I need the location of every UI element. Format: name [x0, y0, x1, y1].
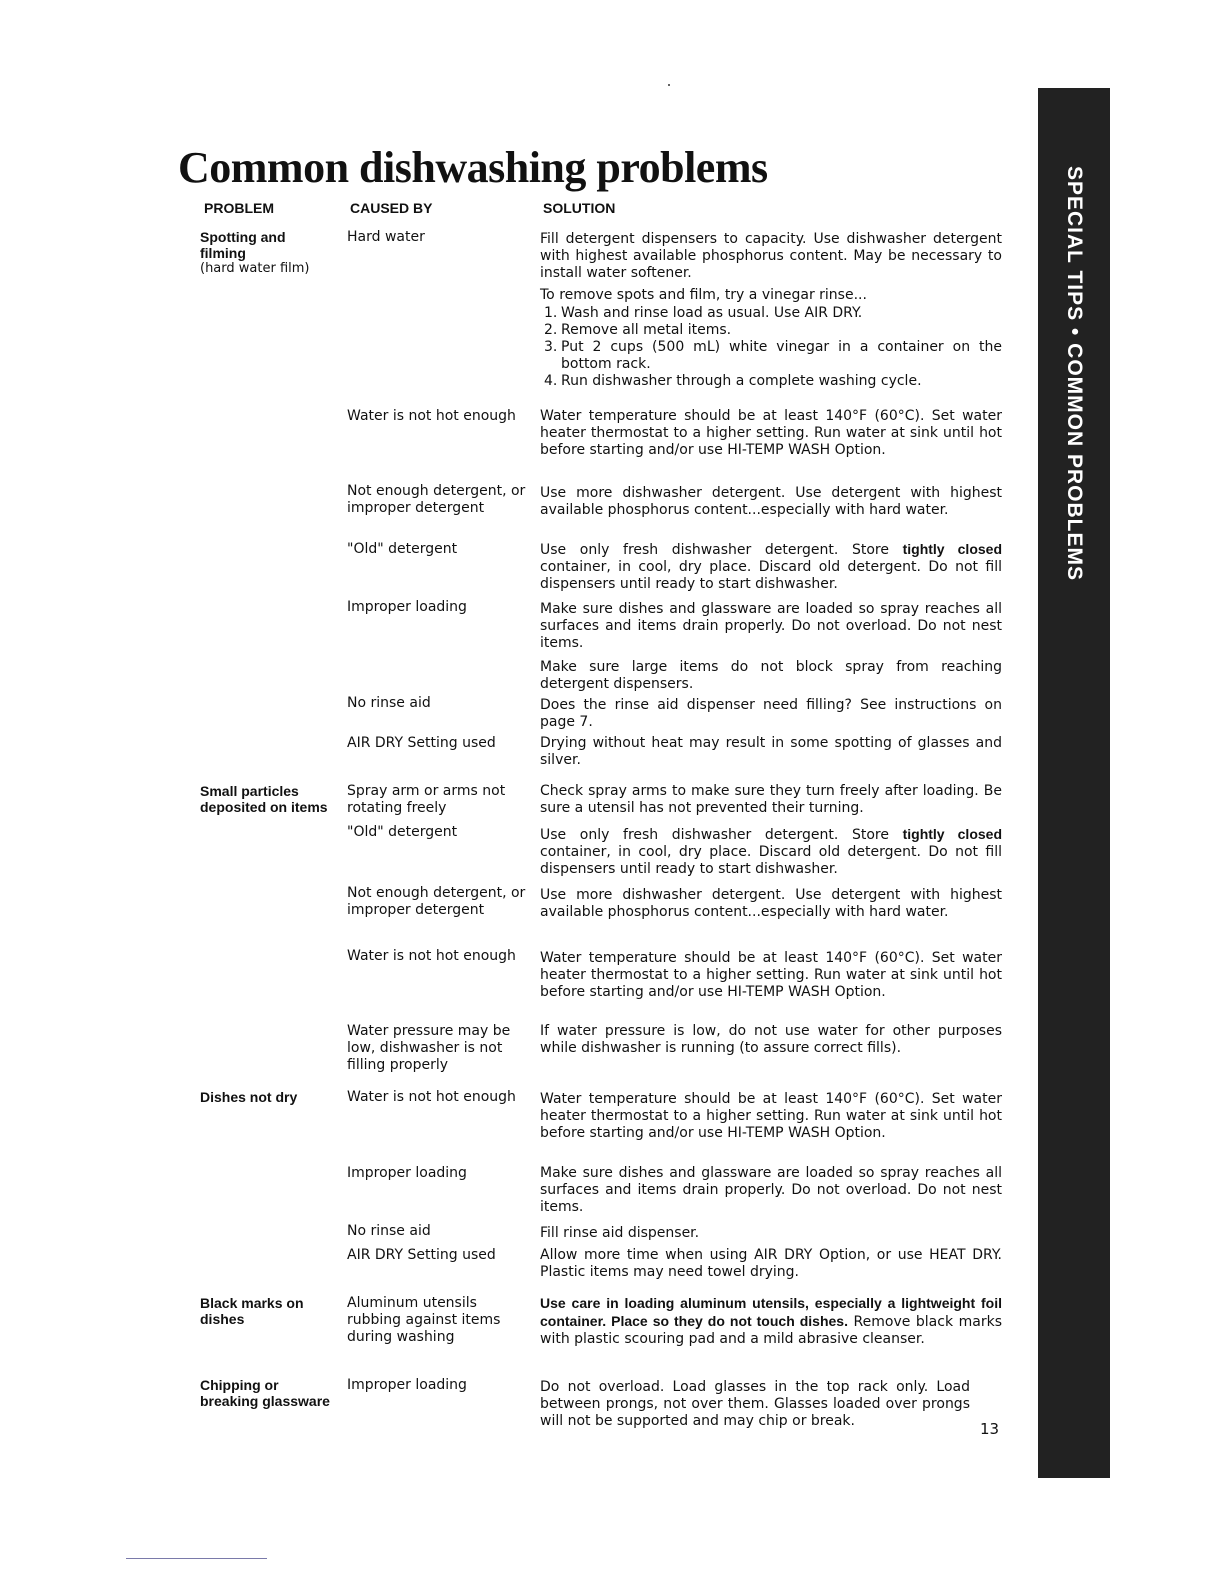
cause: Aluminum utensils rubbing against items during washing [347, 1295, 501, 1345]
solution: Make sure dishes and glassware are loaded so spray reaches all surfaces and items drain properly. Do not overload. Do not nest items. [540, 1165, 1002, 1215]
problem-small-particles: Small particles deposited on items [200, 783, 328, 815]
solution: Water temperature should be at least 140°F (60°C). Set water heater thermostat to a higher setting. Run water at sink until hot before starting and/or use HI-TEMP WASH Option. [540, 950, 1002, 1000]
list-item: 1. Wash and rinse load as usual. Use AIR DRY. [544, 305, 863, 321]
cause: "Old" detergent [347, 824, 458, 840]
cause: Not enough detergent, or improper detergent [347, 885, 526, 918]
problem-spotting [200, 229, 335, 277]
header-problem: PROBLEM [204, 200, 274, 216]
vinegar-steps [540, 305, 1002, 390]
solution: If water pressure is low, do not use water for other purposes while dishwasher is running (to assure correct fills). [540, 1023, 1002, 1056]
footer-rule [126, 1558, 267, 1559]
sidebar-label: SPECIAL TIPS • COMMON PROBLEMS [1063, 166, 1086, 581]
cause: Spray arm or arms not rotating freely [347, 783, 506, 816]
solution: Use only fresh dishwasher detergent. Store tightly closed container, in cool, dry place. Discard old detergent. Do not fill dispensers until ready to start dishwasher. [540, 826, 1002, 877]
problem-title: Spotting and filming [200, 229, 286, 261]
section-sidebar [1038, 88, 1110, 1478]
solution: Use more dishwasher detergent. Use detergent with highest available phosphorus content...especially with hard water. [540, 485, 1002, 518]
problem-subtitle: (hard water film) [200, 261, 310, 276]
solution: Make sure dishes and glassware are loaded so spray reaches all surfaces and items drain properly. Do not overload. Do not nest items. Make sure large items do not block spray from reaching detergent dispensers. [540, 601, 1002, 692]
cause: AIR DRY Setting used [347, 735, 496, 751]
header-solution: SOLUTION [543, 200, 616, 216]
cause: Water is not hot enough [347, 408, 516, 424]
list-item: 3. Put 2 cups (500 mL) white vinegar in a container on the bottom rack. [544, 339, 1002, 372]
page-title: Common dishwashing problems [178, 143, 768, 192]
cause: "Old" detergent [347, 541, 458, 557]
solution: Fill rinse aid dispenser. [540, 1225, 700, 1241]
cause: Improper loading [347, 1165, 467, 1181]
cause: Water pressure may be low, dishwasher is not filling properly [347, 1023, 511, 1073]
page-number: 13 [980, 1420, 1000, 1438]
cause: Not enough detergent, or improper detergent [347, 483, 526, 516]
solution: Water temperature should be at least 140°F (60°C). Set water heater thermostat to a higher setting. Run water at sink until hot before starting and/or use HI-TEMP WASH Option. [540, 408, 1002, 458]
solution [540, 231, 1002, 390]
cause: AIR DRY Setting used [347, 1247, 496, 1263]
solution: Use only fresh dishwasher detergent. Store tightly closed container, in cool, dry place. Discard old detergent. Do not fill dispensers until ready to start dishwasher. [540, 541, 1002, 592]
solution: Drying without heat may result in some spotting of glasses and silver. [540, 735, 1002, 768]
cause: Improper loading [347, 1377, 467, 1393]
cause: No rinse aid [347, 695, 431, 711]
cause: Water is not hot enough [347, 1089, 516, 1105]
solution: Use care in loading aluminum utensils, especially a lightweight foil container. Place so they do not touch dishes. Remove black marks with plastic scouring pad and a mild abrasive cleanser. [540, 1295, 1002, 1347]
solution: Do not overload. Load glasses in the top rack only. Load between prongs, not over them. Glasses loaded over prongs will not be supported and may chip or break. [540, 1379, 970, 1429]
problem-dishes-not-dry: Dishes not dry [200, 1089, 298, 1105]
solution: Does the rinse aid dispenser need filling? See instructions on page 7. [540, 697, 1002, 730]
solution: Use more dishwasher detergent. Use detergent with highest available phosphorus content...especially with hard water. [540, 887, 1002, 920]
cause: Improper loading [347, 599, 467, 615]
header-caused-by: CAUSED BY [350, 200, 433, 216]
solution: Check spray arms to make sure they turn freely after loading. Be sure a utensil has not prevented their turning. [540, 783, 1002, 816]
cause: Hard water [347, 229, 425, 245]
solution-text: Fill detergent dispensers to capacity. Use dishwasher detergent with highest available phosphorus content. May be necessary to install water softener. [540, 231, 1002, 281]
scan-speck [668, 84, 670, 86]
problem-black-marks: Black marks on dishes [200, 1295, 304, 1327]
list-item: 4. Run dishwasher through a complete washing cycle. [544, 373, 922, 389]
cause: Water is not hot enough [347, 948, 516, 964]
solution-text: To remove spots and film, try a vinegar rinse... [540, 287, 867, 303]
problem-chipping: Chipping or breaking glassware [200, 1377, 330, 1409]
solution: Allow more time when using AIR DRY Option, or use HEAT DRY. Plastic items may need towel drying. [540, 1247, 1002, 1280]
solution: Water temperature should be at least 140°F (60°C). Set water heater thermostat to a higher setting. Run water at sink until hot before starting and/or use HI-TEMP WASH Option. [540, 1091, 1002, 1141]
cause: No rinse aid [347, 1223, 431, 1239]
list-item: 2. Remove all metal items. [544, 322, 732, 338]
